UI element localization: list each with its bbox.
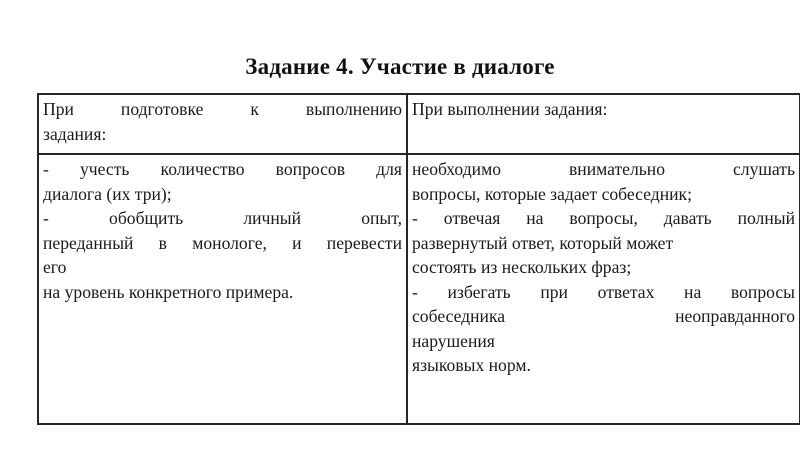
page-title: Задание 4. Участие в диалоге <box>245 54 555 79</box>
cell-line: его <box>43 257 67 277</box>
cell-line: - учесть количество вопросов для <box>43 159 402 179</box>
cell-line: - отвечая на вопросы, давать полный <box>412 208 795 228</box>
cell-line: При подготовке к выполнению <box>43 99 402 119</box>
cell-line: состоять из нескольких фраз; <box>412 257 632 277</box>
body-cell-preparation <box>38 154 407 424</box>
cell-line: собеседника неоправданного <box>412 306 795 326</box>
header-cell-execution <box>407 94 800 154</box>
cell-line: переданный в монологе, и перевести <box>43 232 402 253</box>
cell-line: задания: <box>43 123 107 144</box>
table-row <box>38 154 800 424</box>
cell-line: диалога (их три); <box>43 183 172 204</box>
cell-line: необходимо внимательно слушать <box>412 159 795 179</box>
cell-line: - обобщить личный опыт, <box>43 208 402 228</box>
cell-line: на уровень конкретного примера. <box>43 281 294 302</box>
cell-line: При выполнении задания: <box>412 99 608 119</box>
task-table <box>37 93 800 425</box>
cell-line: вопросы, которые задает собеседник; <box>412 183 692 204</box>
cell-line: языковых норм. <box>412 355 531 375</box>
header-cell-preparation <box>38 94 407 154</box>
cell-line: нарушения <box>412 330 495 351</box>
cell-line: развернутый ответ, который может <box>412 232 674 253</box>
cell-line: - избегать при ответах на вопросы <box>412 281 795 302</box>
table-header-row <box>38 94 800 154</box>
body-cell-execution <box>407 154 800 424</box>
